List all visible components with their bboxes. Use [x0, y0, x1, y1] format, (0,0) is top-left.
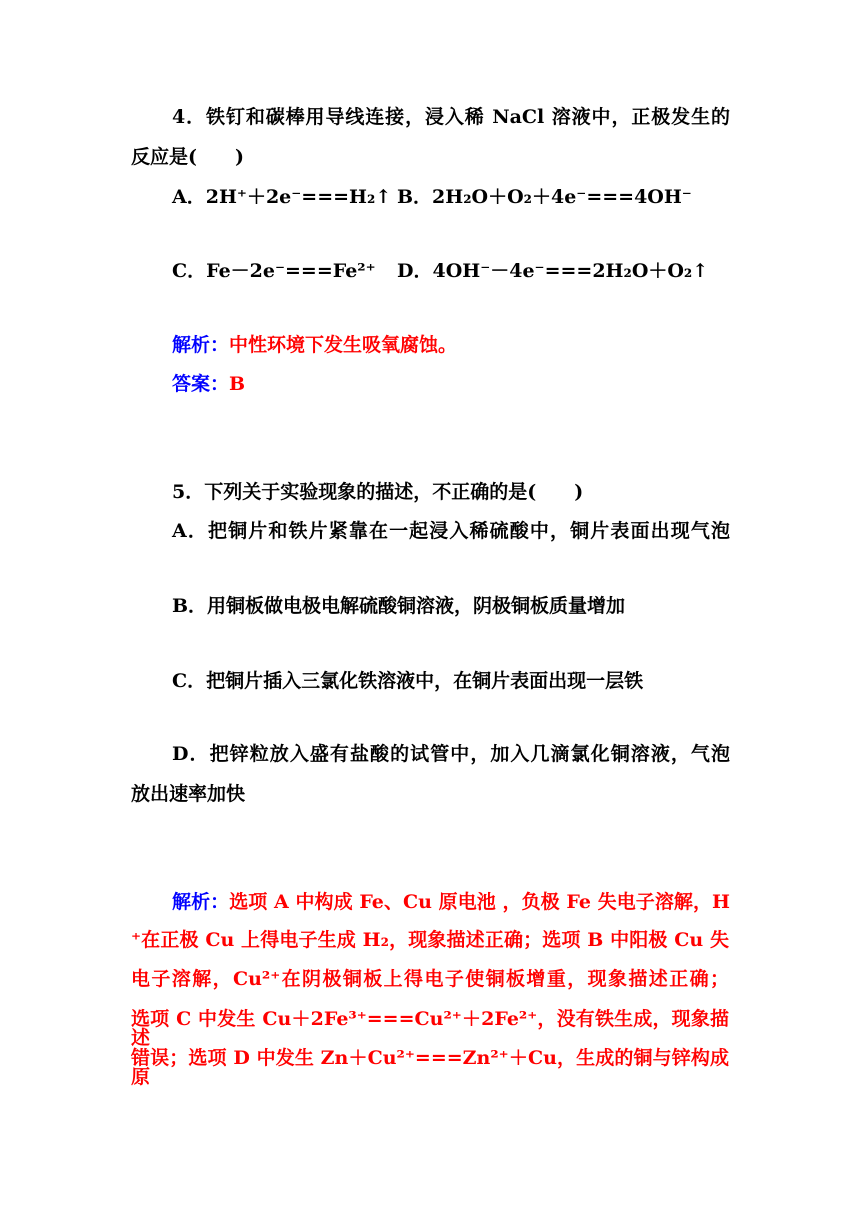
q5-analysis-line2: ⁺在正极 Cu 上得电子生成 H₂，现象描述正确；选项 B 中阳极 Cu 失: [131, 929, 729, 951]
q4-option-d: D．4OH⁻－4e⁻===2H₂O＋O₂↑: [397, 260, 709, 282]
q4-stem-line1: 4．铁钉和碳棒用导线连接，浸入稀 NaCl 溶液中，正极发生的: [172, 106, 730, 128]
q4-option-a: A．2H⁺＋2e⁻===H₂↑: [172, 186, 392, 208]
q5-analysis-line1: [172, 893, 730, 912]
q4-analysis: [172, 336, 457, 355]
q4-analysis-label: 解析：: [172, 334, 230, 356]
q5-option-b: B．用铜板做电极电解硫酸铜溶液，阴极铜板质量增加: [172, 595, 626, 617]
q5-analysis-text-1: 选项 A 中构成 Fe、Cu 原电池 ，负极 Fe 失电子溶解，H: [229, 891, 730, 913]
q4-answer: [172, 375, 245, 394]
q5-option-c: C．把铜片插入三氯化铁溶液中，在铜片表面出现一层铁: [172, 670, 644, 692]
q4-analysis-text: 中性环境下发生吸氧腐蚀。: [229, 334, 458, 356]
q5-analysis-line3: 电子溶解，Cu²⁺在阴极铜板上得电子使铜板增重，现象描述正确；: [131, 968, 729, 990]
q4-option-b: B．2H₂O＋O₂＋4e⁻===4OH⁻: [397, 186, 692, 208]
q4-answer-label: 答案：: [172, 373, 230, 395]
q4-option-c: C．Fe－2e⁻===Fe²⁺: [172, 260, 376, 282]
q4-stem-line2: 反应是( ): [131, 146, 244, 168]
q5-option-d-line1: D．把锌粒放入盛有盐酸的试管中，加入几滴氯化铜溶液，气泡: [172, 743, 730, 765]
q5-analysis-line4: 选项 C 中发生 Cu＋2Fe³⁺===Cu²⁺＋2Fe²⁺，没有铁生成，现象描述: [131, 1008, 729, 1049]
q5-analysis-line5: 错误；选项 D 中发生 Zn＋Cu²⁺===Zn²⁺＋Cu，生成的铜与锌构成原: [131, 1047, 729, 1088]
q5-stem: 5．下列关于实验现象的描述，不正确的是( ): [172, 481, 584, 503]
q5-analysis-label: 解析：: [172, 891, 230, 913]
q4-answer-text: B: [229, 373, 246, 395]
q5-option-d-line2: 放出速率加快: [131, 783, 246, 805]
q5-option-a: A．把铜片和铁片紧靠在一起浸入稀硫酸中，铜片表面出现气泡: [172, 520, 730, 542]
